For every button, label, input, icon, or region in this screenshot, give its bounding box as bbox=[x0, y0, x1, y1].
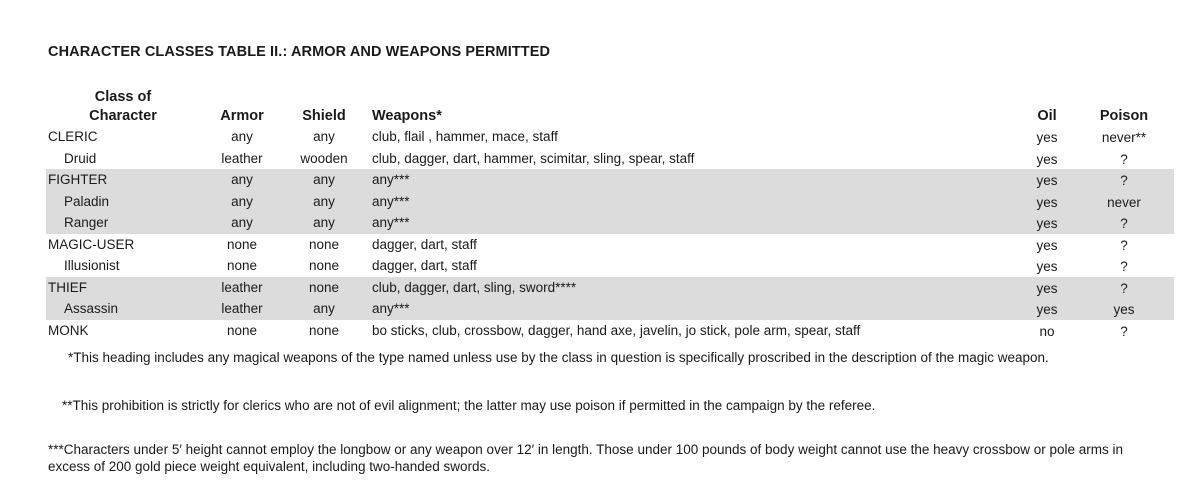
cell-oil: yes bbox=[1036, 259, 1058, 274]
cell-oil: yes bbox=[1036, 130, 1058, 145]
cell-oil: yes bbox=[1036, 151, 1058, 167]
header-weapons: Weapons* bbox=[372, 108, 442, 124]
table-row-assassin bbox=[46, 298, 1174, 320]
cell-weapons: dagger, dart, staff bbox=[372, 236, 477, 252]
header-armor: Armor bbox=[220, 108, 264, 124]
cell-shield: any bbox=[284, 298, 364, 320]
cell-class: MAGIC-USER bbox=[48, 236, 135, 252]
header-row bbox=[46, 88, 1174, 126]
footnote-weapons: *This heading includes any magical weapons of the type named unless use by the class in question is specifically proscribed in the description of the magic weapon. bbox=[68, 350, 1049, 365]
cell-poison: ? bbox=[1074, 212, 1174, 234]
cell-class: Assassin bbox=[46, 298, 200, 320]
cell-poison: ? bbox=[1120, 259, 1128, 274]
cell-shield: none bbox=[308, 258, 340, 273]
footnote-height: ***Characters under 5′ height cannot employ the longbow or any weapon over 12′ in length. Those under 100 pounds of body weight cannot use the heavy crossbow or pole arms in excess of 200 gold piece weight equivalent, including two-handed swords. bbox=[48, 442, 1123, 474]
cell-oil: yes bbox=[1020, 298, 1074, 320]
cell-weapons: club, flail , hammer, mace, staff bbox=[372, 129, 558, 144]
cell-shield: any bbox=[313, 129, 335, 144]
cell-shield: none bbox=[308, 322, 340, 338]
cell-class: Illusionist bbox=[64, 258, 120, 273]
table-title: CHARACTER CLASSES TABLE II.: ARMOR AND WEAPONS PERMITTED bbox=[48, 44, 551, 60]
cell-shield: none bbox=[284, 277, 364, 299]
cell-class: FIGHTER bbox=[46, 169, 200, 191]
header-shield: Shield bbox=[302, 108, 346, 124]
header-class bbox=[46, 88, 200, 126]
cell-poison: never** bbox=[1101, 130, 1147, 145]
cell-armor: any bbox=[200, 212, 284, 234]
cell-poison: ? bbox=[1120, 151, 1128, 167]
cell-weapons: club, dagger, dart, sling, sword**** bbox=[364, 277, 1020, 299]
cell-armor: leather bbox=[200, 277, 284, 299]
table-row-monk bbox=[46, 320, 1174, 342]
cell-oil: yes bbox=[1020, 191, 1074, 213]
header-oil: Oil bbox=[1037, 108, 1057, 124]
cell-armor: none bbox=[226, 322, 258, 338]
cell-weapons: club, dagger, dart, hammer, scimitar, sling, spear, staff bbox=[372, 150, 695, 166]
cell-armor: any bbox=[231, 129, 253, 144]
cell-weapons: bo sticks, club, crossbow, dagger, hand axe, javelin, jo stick, pole arm, spear, staff bbox=[372, 322, 861, 338]
cell-armor: any bbox=[200, 191, 284, 213]
table-row-paladin bbox=[46, 191, 1174, 213]
cell-armor: none bbox=[226, 236, 258, 252]
table-row-thief bbox=[46, 277, 1174, 299]
cell-class: MONK bbox=[48, 322, 89, 338]
cell-weapons: any*** bbox=[364, 169, 1020, 191]
cell-armor: any bbox=[200, 169, 284, 191]
cell-shield: none bbox=[308, 236, 340, 252]
cell-weapons: any*** bbox=[364, 191, 1020, 213]
cell-class: Paladin bbox=[46, 191, 200, 213]
cell-poison: ? bbox=[1074, 169, 1174, 191]
cell-poison: never bbox=[1074, 191, 1174, 213]
cell-weapons: any*** bbox=[364, 212, 1020, 234]
cell-class: CLERIC bbox=[48, 129, 98, 144]
cell-armor: leather bbox=[200, 298, 284, 320]
header-class-line1: Class of bbox=[94, 89, 152, 105]
cell-oil: yes bbox=[1036, 237, 1058, 253]
table-row-fighter bbox=[46, 169, 1174, 191]
table-row-illusionist bbox=[46, 255, 1174, 277]
cell-oil: yes bbox=[1020, 277, 1074, 299]
cell-weapons: dagger, dart, staff bbox=[372, 258, 477, 273]
cell-poison: ? bbox=[1074, 277, 1174, 299]
table-row-cleric bbox=[46, 126, 1174, 148]
cell-oil: no bbox=[1039, 323, 1055, 339]
cell-shield: any bbox=[284, 169, 364, 191]
cell-armor: none bbox=[226, 258, 258, 273]
cell-shield: wooden bbox=[300, 150, 348, 166]
cell-oil: yes bbox=[1020, 212, 1074, 234]
cell-shield: any bbox=[284, 212, 364, 234]
table-row-druid bbox=[46, 148, 1174, 170]
table-row-magic-user bbox=[46, 234, 1174, 256]
footnote-poison: **This prohibition is strictly for clerics who are not of evil alignment; the latter may use poison if permitted in the campaign by the referee. bbox=[62, 398, 876, 413]
cell-poison: ? bbox=[1120, 237, 1128, 253]
cell-class: THIEF bbox=[46, 277, 200, 299]
header-class-line2: Character bbox=[89, 108, 157, 124]
cell-poison: ? bbox=[1120, 323, 1128, 339]
cell-class: Druid bbox=[64, 150, 97, 166]
cell-class: Ranger bbox=[46, 212, 200, 234]
cell-oil: yes bbox=[1020, 169, 1074, 191]
cell-shield: any bbox=[284, 191, 364, 213]
classes-table bbox=[46, 88, 1174, 341]
cell-poison: yes bbox=[1074, 298, 1174, 320]
cell-armor: leather bbox=[221, 150, 263, 166]
header-poison: Poison bbox=[1099, 108, 1149, 124]
table-row-ranger bbox=[46, 212, 1174, 234]
cell-weapons: any*** bbox=[364, 298, 1020, 320]
